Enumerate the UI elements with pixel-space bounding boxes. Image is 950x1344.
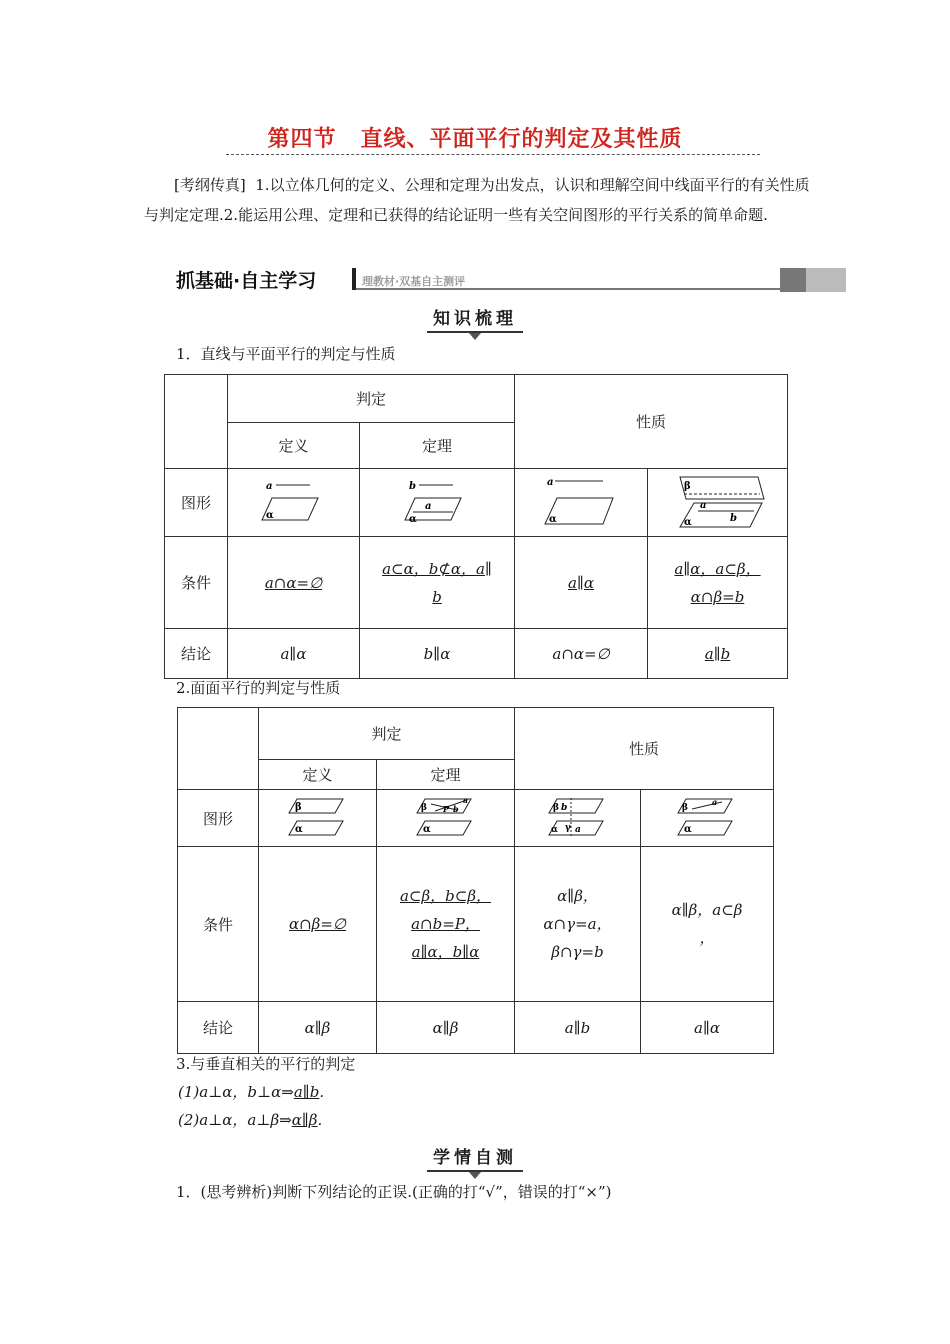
condition2-theorem-line3: a∥α，b∥α xyxy=(411,943,480,961)
conclusion2-theorem: α∥β xyxy=(377,1002,515,1054)
condition2-property-1-line2: α∩γ=a， xyxy=(543,915,612,933)
part3-heading: 3.与垂直相关的平行的判定 xyxy=(176,1055,356,1073)
svg-text:α: α xyxy=(265,509,274,521)
condition2-property-1 xyxy=(515,847,641,1002)
condition-theorem xyxy=(360,537,515,629)
knowledge-heading xyxy=(0,304,950,333)
corner-cell xyxy=(165,375,228,469)
figure2-property-2 xyxy=(641,790,774,847)
figure-property-2 xyxy=(648,469,788,537)
svg-text:b: b xyxy=(452,804,459,814)
section-number: 第四节 xyxy=(267,126,337,152)
section-banner xyxy=(176,266,846,292)
line-above-plane-figure xyxy=(533,476,629,530)
svg-text:a: a xyxy=(547,476,554,488)
row-label-figure-2: 图形 xyxy=(178,790,259,847)
svg-text:α: α xyxy=(422,824,431,835)
conclusion2-property-1: a∥b xyxy=(515,1002,641,1054)
svg-text:a: a xyxy=(462,796,468,805)
conclusion-property-2-text: a∥b xyxy=(704,644,731,663)
conclusion-theorem: b∥α xyxy=(360,629,515,679)
svg-text:a: a xyxy=(265,480,272,492)
heading-underline xyxy=(427,331,523,333)
intersecting-lines-planes-figure xyxy=(413,796,479,840)
part3-item2-text: (2)a⊥α，a⊥β⇒ xyxy=(178,1111,292,1129)
banner-line xyxy=(356,288,780,290)
conclusion-property-2 xyxy=(648,629,788,679)
syllabus-label: [考纲传真] xyxy=(174,176,246,194)
banner-block-light xyxy=(806,268,846,292)
svg-text:γ: γ xyxy=(564,823,571,833)
condition2-definition-text: α∩β=∅ xyxy=(288,915,346,933)
self-test-heading-text: 学情自测 xyxy=(433,1148,517,1168)
self-test-heading xyxy=(0,1143,950,1172)
part3-item2-answer: α∥β xyxy=(291,1111,318,1129)
figure-definition xyxy=(228,469,360,537)
triangle-icon xyxy=(469,333,481,340)
svg-text:β: β xyxy=(683,480,691,492)
condition-property-2-line1: a∥α，a⊂β， xyxy=(674,559,761,578)
conclusion-definition: a∥α xyxy=(228,629,360,679)
condition-property-1-text: a∥α xyxy=(568,573,595,592)
condition2-definition xyxy=(259,847,377,1002)
banner-title: 抓基础·自主学习 xyxy=(176,270,317,292)
two-planes-figure xyxy=(666,473,770,533)
row-label-condition-2: 条件 xyxy=(178,847,259,1002)
question-1: 1．(思考辨析)判断下列结论的正误.(正确的打“√”，错误的打“×”) xyxy=(176,1183,612,1201)
conclusion2-definition: α∥β xyxy=(259,1002,377,1054)
part3-item1 xyxy=(178,1080,324,1104)
header-theorem: 定理 xyxy=(360,423,515,469)
condition2-property-1-line1: α∥β， xyxy=(557,887,598,905)
banner-bar xyxy=(352,268,356,290)
condition2-property-2 xyxy=(641,847,774,1002)
triangle-icon xyxy=(469,1172,481,1179)
row-label-conclusion: 结论 xyxy=(165,629,228,679)
figure2-theorem xyxy=(377,790,515,847)
conclusion2-property-2: a∥α xyxy=(641,1002,774,1054)
banner-block-dark xyxy=(780,268,806,292)
condition2-property-2-line1: α∥β，a⊂β xyxy=(671,901,743,919)
condition2-theorem xyxy=(377,847,515,1002)
header-property-2: 性质 xyxy=(515,708,774,790)
svg-text:a: a xyxy=(712,797,718,807)
header-property: 性质 xyxy=(515,375,788,469)
parallel-planes-figure xyxy=(285,796,351,840)
three-planes-figure xyxy=(545,796,611,840)
line-plane-table xyxy=(164,374,788,679)
header-definition: 定义 xyxy=(228,423,360,469)
header-judge-2: 判定 xyxy=(259,708,515,760)
condition-property-2 xyxy=(648,537,788,629)
heading-underline-2 xyxy=(427,1170,523,1172)
svg-text:α: α xyxy=(549,513,557,525)
svg-text:β: β xyxy=(420,803,427,813)
condition-definition-text: a∩α=∅ xyxy=(264,573,323,592)
svg-text:a: a xyxy=(574,825,581,835)
corner-cell-2 xyxy=(178,708,259,790)
part3-item1-answer: a∥b xyxy=(293,1083,320,1101)
condition-theorem-line1: a⊂α，b⊄α，a∥ xyxy=(382,559,492,578)
svg-text:α: α xyxy=(409,513,417,525)
syllabus-intro xyxy=(144,170,814,230)
svg-text:α: α xyxy=(684,824,692,835)
figure2-property-1 xyxy=(515,790,641,847)
banner-subtitle: 理教材·双基自主测评 xyxy=(362,275,466,288)
svg-text:β: β xyxy=(552,803,559,813)
plane-plane-table xyxy=(177,707,774,1054)
svg-text:β: β xyxy=(682,803,688,813)
figure-property-1 xyxy=(515,469,648,537)
svg-text:a: a xyxy=(699,499,706,511)
figure2-definition xyxy=(259,790,377,847)
condition2-theorem-line1: a⊂β，b⊂β， xyxy=(399,887,492,905)
header-theorem-2: 定理 xyxy=(377,760,515,790)
knowledge-heading-text: 知识梳理 xyxy=(433,309,517,329)
condition2-theorem-line2: a∩b=P， xyxy=(411,915,480,933)
title-divider xyxy=(226,154,760,155)
part3-item1-end: . xyxy=(319,1083,325,1101)
svg-text:α: α xyxy=(550,825,558,835)
condition2-property-2-line2: ， xyxy=(699,929,715,947)
part3-item2-end: . xyxy=(317,1111,323,1129)
line-in-parallel-plane-figure xyxy=(674,796,740,840)
svg-text:b: b xyxy=(729,512,737,524)
figure-theorem xyxy=(360,469,515,537)
header-judge: 判定 xyxy=(228,375,515,423)
svg-text:α: α xyxy=(294,824,303,835)
row-label-condition: 条件 xyxy=(165,537,228,629)
svg-text:a: a xyxy=(425,500,432,512)
condition-property-2-line2: α∩β=b xyxy=(690,587,745,606)
line-in-plane-figure xyxy=(397,478,477,528)
svg-text:b: b xyxy=(560,803,567,813)
part3-item2 xyxy=(178,1108,322,1132)
row-label-figure: 图形 xyxy=(165,469,228,537)
line-plane-parallel-figure xyxy=(254,478,334,528)
conclusion-property-1: a∩α=∅ xyxy=(515,629,648,679)
svg-text:β: β xyxy=(294,802,302,813)
page-title xyxy=(0,122,950,153)
svg-text:α: α xyxy=(683,516,692,528)
svg-text:b: b xyxy=(409,480,416,492)
svg-text:P: P xyxy=(442,804,449,814)
condition-theorem-line2: b xyxy=(432,587,442,606)
section-title: 直线、平面平行的判定及其性质 xyxy=(360,126,683,152)
condition-definition xyxy=(228,537,360,629)
part1-heading: 1．直线与平面平行的判定与性质 xyxy=(176,345,396,363)
condition-property-1 xyxy=(515,537,648,629)
condition2-property-1-line3: β∩γ=b xyxy=(551,943,604,961)
header-definition-2: 定义 xyxy=(259,760,377,790)
part3-item1-text: (1)a⊥α，b⊥α⇒ xyxy=(178,1083,294,1101)
syllabus-text: 1.以立体几何的定义、公理和定理为出发点，认识和理解空间中线面平行的有关性质与判定定理.2.能运用公理、定理和已获得的结论证明一些有关空间图形的平行关系的简单命题. xyxy=(144,176,810,224)
part2-heading: 2.面面平行的判定与性质 xyxy=(176,679,341,697)
row-label-conclusion-2: 结论 xyxy=(178,1002,259,1054)
